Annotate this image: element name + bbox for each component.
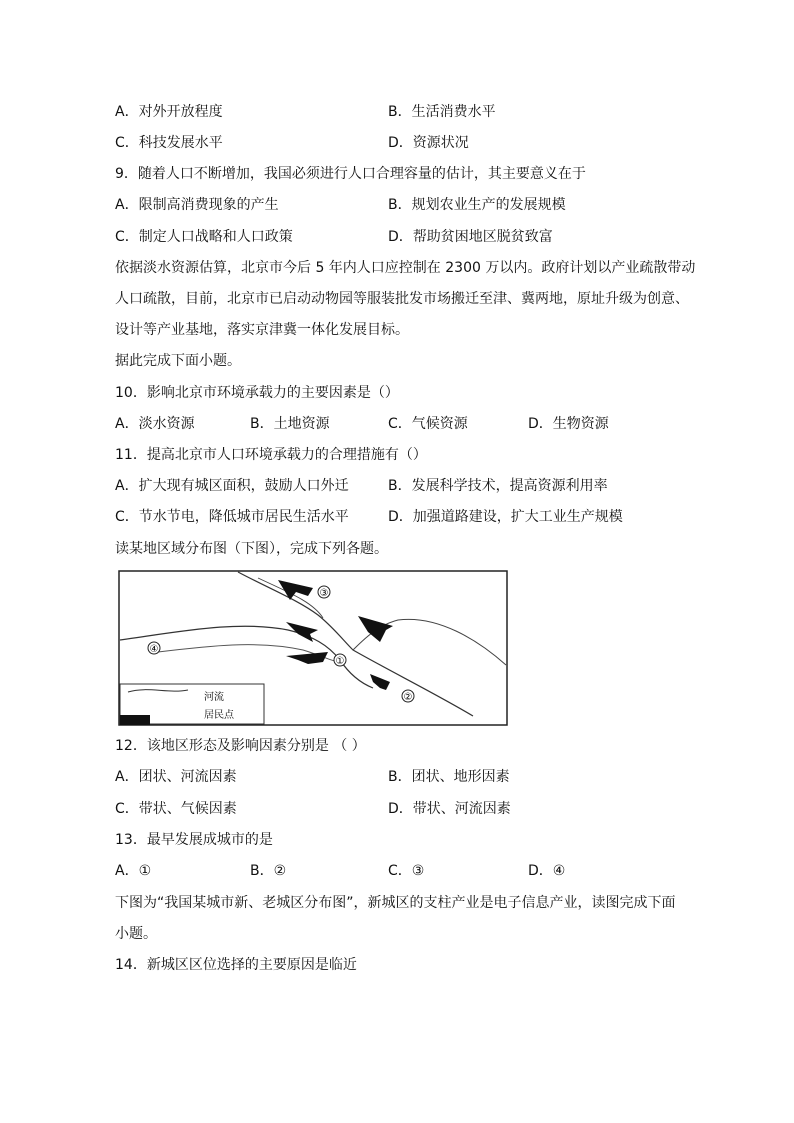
q11-stem: 11．提高北京市人口环境承载力的合理措施有（） — [115, 447, 427, 463]
q9-option-d: D．帮助贫困地区脱贫致富 — [388, 229, 553, 245]
q11-option-c: C．节水节电，降低城市居民生活水平 — [115, 509, 349, 525]
q13-option-a: A．① — [115, 863, 152, 879]
map-label-2: ② — [403, 692, 413, 703]
q10-option-b: B．土地资源 — [250, 416, 330, 432]
passage1-line4: 据此完成下面小题。 — [115, 353, 241, 369]
passage2-line2: 小题。 — [115, 926, 157, 942]
q9-option-c: C．制定人口战略和人口政策 — [115, 229, 293, 245]
q8-option-a: A．对外开放程度 — [115, 104, 223, 120]
legend-river-label: 河流 — [204, 692, 224, 703]
legend-settlement-label: 居民点 — [204, 710, 234, 721]
q13-option-d: D．④ — [528, 863, 566, 879]
q12-option-b: B．团状、地形因素 — [388, 769, 510, 785]
q11-option-b: B．发展科学技术，提高资源利用率 — [388, 478, 608, 494]
map-label-4: ④ — [149, 644, 159, 655]
passage2-line1: 下图为“我国某城市新、老城区分布图”，新城区的支柱产业是电子信息产业，读图完成下面 — [115, 895, 676, 911]
passage1-line3: 设计等产业基地，落实京津冀一体化发展目标。 — [115, 322, 409, 338]
map-intro: 读某地区域分布图（下图），完成下列各题。 — [115, 541, 388, 557]
q8-option-d: D．资源状况 — [388, 135, 469, 151]
q13-stem: 13．最早发展成城市的是 — [115, 832, 273, 848]
region-map — [118, 570, 508, 726]
q8-option-b: B．生活消费水平 — [388, 104, 496, 120]
q13-option-b: B．② — [250, 863, 287, 879]
q12-stem: 12．该地区形态及影响因素分别是 （ ） — [115, 738, 366, 754]
q11-option-a: A．扩大现有城区面积，鼓励人口外迁 — [115, 478, 349, 494]
q10-stem: 10．影响北京市环境承载力的主要因素是（） — [115, 385, 399, 401]
map-label-3: ③ — [319, 588, 329, 599]
q9-option-a: A．限制高消费现象的产生 — [115, 197, 279, 213]
q13-option-c: C．③ — [388, 863, 425, 879]
q12-option-a: A．团状、河流因素 — [115, 769, 237, 785]
map-label-1: ① — [335, 656, 345, 667]
q14-stem: 14．新城区区位选择的主要原因是临近 — [115, 957, 357, 973]
q12-option-d: D．带状、河流因素 — [388, 801, 511, 817]
q9-option-b: B．规划农业生产的发展规模 — [388, 197, 566, 213]
q9-stem: 9．随着人口不断增加，我国必须进行人口合理容量的估计，其主要意义在于 — [115, 166, 586, 182]
legend-black-block — [120, 715, 150, 725]
passage1-line1: 依据淡水资源估算，北京市今后 5 年内人口应控制在 2300 万以内。政府计划以产业疏散带动 — [115, 260, 696, 276]
q8-option-c: C．科技发展水平 — [115, 135, 223, 151]
q12-option-c: C．带状、气候因素 — [115, 801, 237, 817]
passage1-line2: 人口疏散，目前，北京市已启动动物园等服装批发市场搬迁至津、冀两地，原址升级为创意、 — [115, 291, 689, 307]
q11-option-d: D．加强道路建设，扩大工业生产规模 — [388, 509, 623, 525]
q10-option-c: C．气候资源 — [388, 416, 468, 432]
q10-option-d: D．生物资源 — [528, 416, 609, 432]
q10-option-a: A．淡水资源 — [115, 416, 195, 432]
